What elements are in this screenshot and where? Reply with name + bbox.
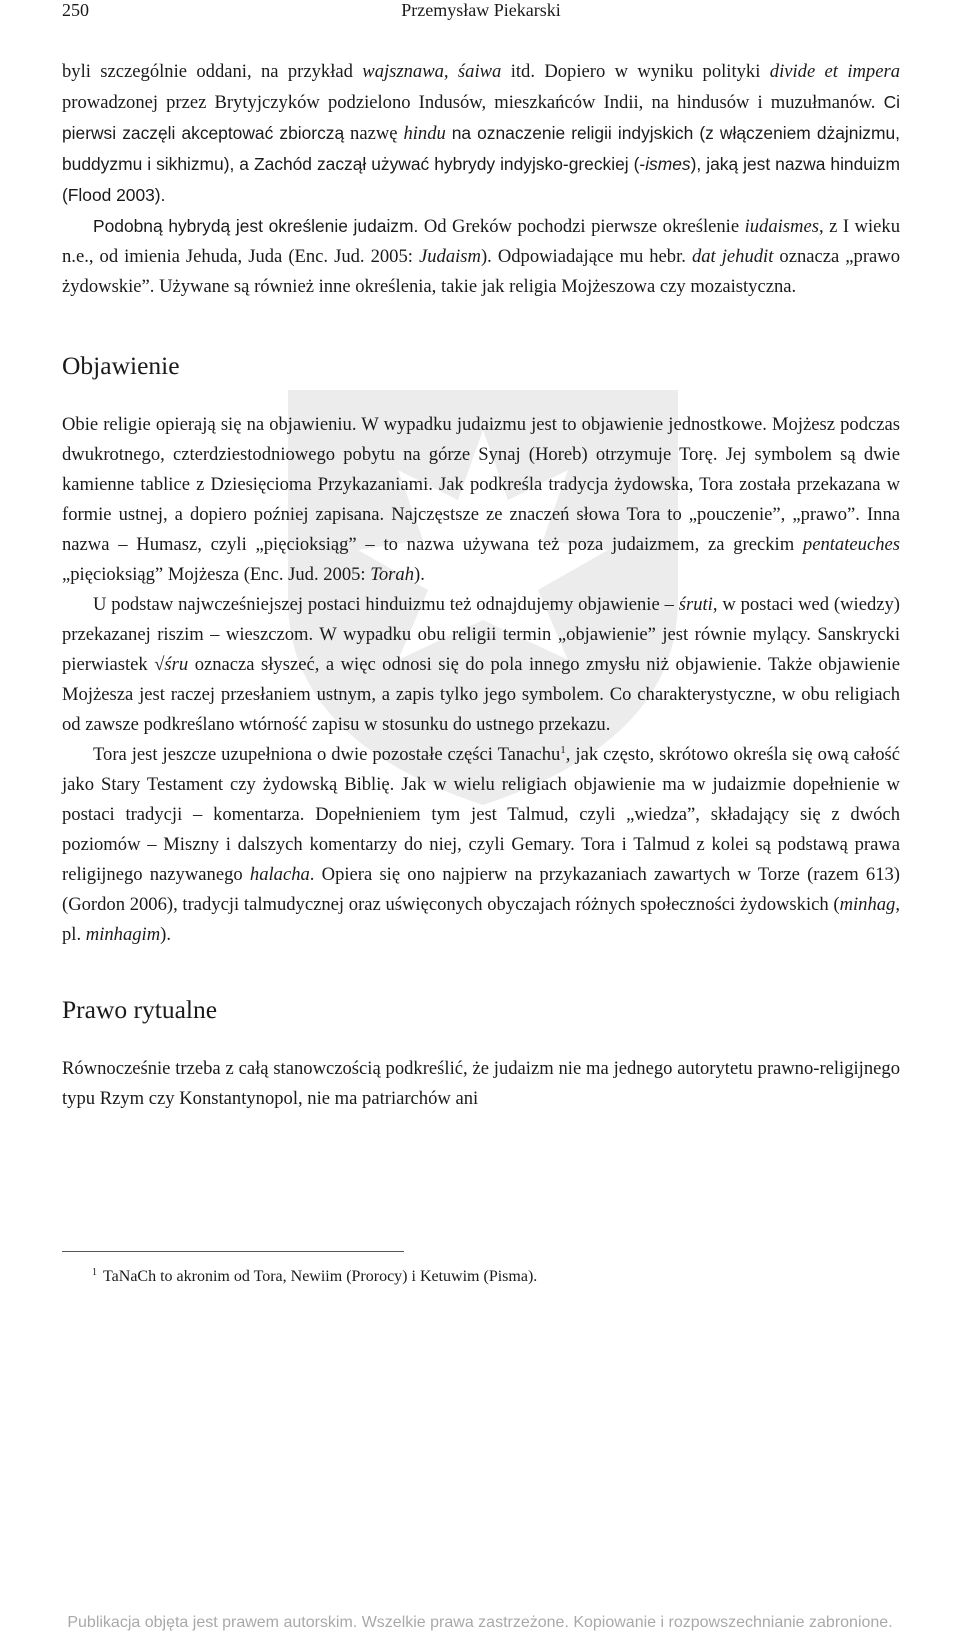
paragraph <box>62 211 900 302</box>
main-text <box>62 57 900 1114</box>
footnote-mark: 1 <box>92 1266 97 1278</box>
text-run: Od Greków pochodzi pierwsze określenie <box>418 216 745 237</box>
paragraph <box>62 740 900 950</box>
italic-term: hindu <box>403 123 446 144</box>
italic-term: wajsznawa, śaiwa <box>362 61 502 82</box>
text-run: ). <box>160 924 171 945</box>
text-run: , z I wieku n.e., od imienia Jehuda, Juda (Enc. Jud. 2005: <box>62 216 901 267</box>
footnote <box>92 1265 892 1289</box>
paragraph <box>62 57 900 211</box>
text-run: . Opiera się ono najpierw na przykazaniach zawartych w Torze (razem 613) (Gordon 2006), tradycji talmudycznej oraz uświęconych obyczajach różnych społeczności żydowskich ( <box>62 864 900 915</box>
text-run: , w postaci wed (wiedzy) przekazanej riszim – wieszczom. W wypadku obu religii termin „objawienie” jest równie mylący. Sanskrycki pierwiastek <box>62 594 900 675</box>
italic-term: śru <box>164 654 189 675</box>
radical-sign: √ <box>154 654 165 675</box>
text-run: , jak często, skrótowo określa się ową całość jako Stary Testament czy żydowską Biblię. Jak w wielu religiach objawienie ma w judaizmie dopełnienie w postaci tradycji – komentarza. Dopełnieniem tym jest Talmud, czyli „wiedza”, składający się z dwóch poziomów – Miszny i dalszych komentarzy do niej, czyli Gemary. Tora i Talmud z kolei są podstawą prawa religijnego nazywanego <box>62 744 900 885</box>
text-run: Obie religie opierają się na objawieniu. W wypadku judaizmu jest to objawienie jednostkowe. Mojżesz podczas dwukrotnego, czterdziestodniowego pobytu na górze Synaj (Horeb) otrzymuje Torę. Jej symbolem są dwie kamienne tablice z Dziesięcioma Przykazaniami. Jak podkreśla tradycja żydowska, Tora została przekazana w formie ustnej, a dopiero poźniej zapisana. Najczęstsze ze znaczeń słowa Tora to „pouczenie”, „prawo”. Inna nazwa – Humasz, czyli „pięcioksiąg” – to nazwa używana też poza judaizmem, za greckim <box>62 414 900 555</box>
section-title-objawienie: Objawienie <box>62 351 180 380</box>
italic-term: iudaismes <box>744 216 819 237</box>
italic-term: minhagim <box>85 924 161 945</box>
footnote-ref: 1 <box>560 743 566 756</box>
paragraph <box>62 1054 900 1114</box>
page-number: 250 <box>62 0 89 20</box>
italic-term: divide et impera <box>769 61 901 82</box>
italic-term: śruti <box>678 594 713 615</box>
italic-term: pentateuches <box>802 534 900 555</box>
text-run: Tora jest jeszcze uzupełniona o dwie pozostałe części Tanachu <box>93 744 561 765</box>
text-run: ), jaką jest nazwa hinduizm (Flood 2003). <box>62 154 900 205</box>
footnote-text: TaNaCh to akronim od Tora, Newiim (Prorocy) i Ketuwim (Pisma). <box>103 1268 538 1285</box>
page-header <box>62 0 900 24</box>
text-run: ). Odpowiadające mu hebr. <box>480 246 692 267</box>
text-run: na oznaczenie religii indyjskich (z włączeniem dżajnizmu, buddyzmu i sikhizmu), a Zachód zaczął używać hybrydy indyjsko-greckiej (- <box>62 123 900 174</box>
italic-term: halacha <box>249 864 310 885</box>
italic-term: dat jehudit <box>691 246 774 267</box>
text-run: oznacza słyszeć, a więc odnosi się do pola innego zmysłu niż objawienie. Także objawienie Mojżesza jest raczej przesłaniem ustnym, a zapis tylko jego symbolem. Co charakterystyczne, w obu religiach od zawsze podkreślano wtórność zapisu w stosunku do ustnego przekazu. <box>62 654 901 735</box>
paragraph <box>62 590 900 740</box>
italic-term: Judaism <box>418 246 481 267</box>
text-run: prowadzonej przez Brytyjczyków podzielono Indusów, mieszkańców Indii, na hindusów i muzułmanów. <box>62 92 884 113</box>
footnote-divider <box>62 1251 404 1252</box>
copyright-notice: Publikacja objęta jest prawem autorskim. Wszelkie prawa zastrzeżone. Kopiowanie i rozpowszechnianie zabronione. <box>67 1614 893 1631</box>
text-run: itd. Dopiero w wyniku polityki <box>501 61 770 82</box>
text-run: ). <box>414 564 425 585</box>
italic-term: minhag <box>839 894 896 915</box>
text-run: oznacza „prawo żydowskie”. Używane są również inne określenia, takie jak religia Mojżeszowa czy mozaistyczna. <box>62 246 901 297</box>
paragraph <box>62 410 900 590</box>
text-run: nazwę <box>344 123 404 144</box>
text-run: Ci pierwsi zaczęli akceptować zbiorczą <box>62 92 900 143</box>
italic-term: Torah <box>370 564 415 585</box>
section-title-prawo-rytualne: Prawo rytualne <box>62 995 218 1024</box>
italic-term: ismes <box>645 154 691 174</box>
text-run: U podstaw najwcześniejszej postaci hinduizmu też odnajdujemy objawienie – <box>93 594 679 615</box>
text-run: „pięcioksiąg” Mojżesza (Enc. Jud. 2005: <box>62 564 371 585</box>
text-run: Podobną hybrydą jest określenie judaizm. <box>93 216 419 236</box>
running-head: Przemysław Piekarski <box>401 0 561 20</box>
text-run: , pl. <box>62 894 900 945</box>
text-run: byli szczególnie oddani, na przykład <box>62 61 363 82</box>
text-run: Równocześnie trzeba z całą stanowczością podkreślić, że judaizm nie ma jednego autorytetu prawno-religijnego typu Rzym czy Konstantynopol, nie ma patriarchów ani <box>62 1058 900 1109</box>
